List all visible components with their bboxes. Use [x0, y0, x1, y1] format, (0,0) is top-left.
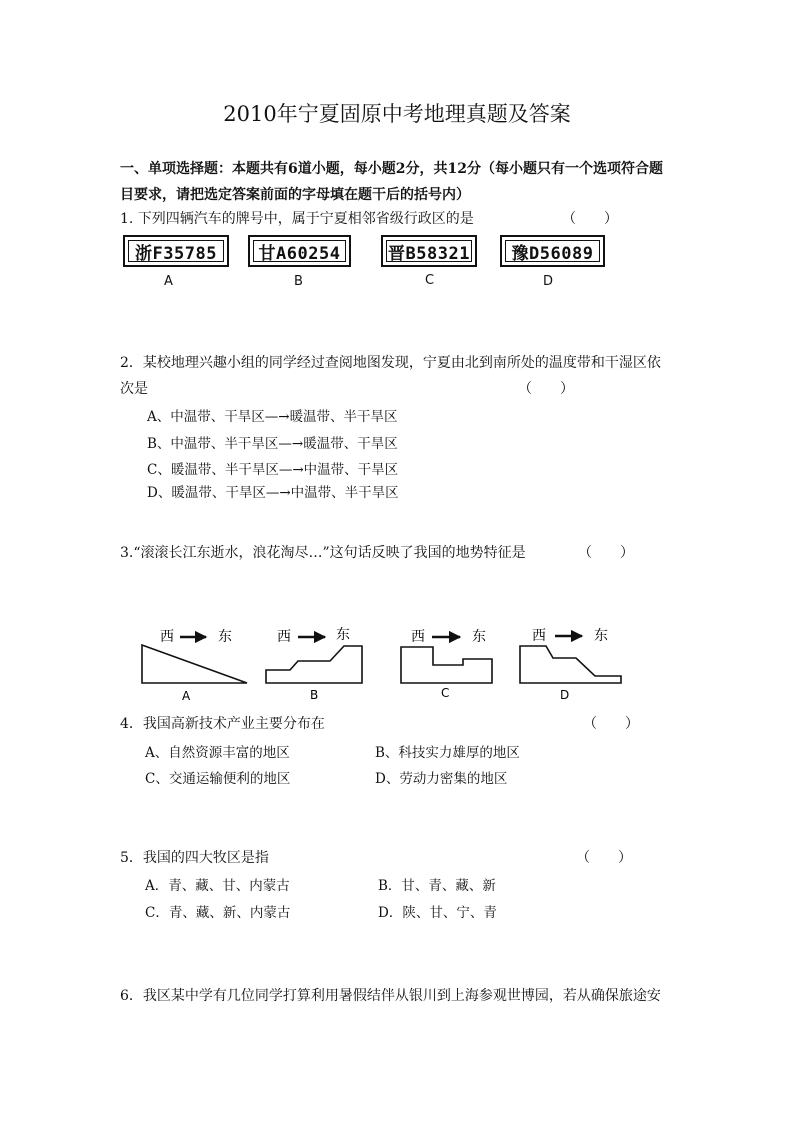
arrow-icon: —→	[278, 462, 304, 478]
q3-answer-paren: （ ）	[578, 545, 634, 561]
q1-label-b: B	[294, 274, 303, 289]
q1-plate-c-text: 晋B58321	[386, 240, 472, 262]
q2-option-b	[147, 432, 398, 452]
page-title: 2010年宁夏固原中考地理真题及答案	[223, 102, 571, 126]
section-heading-line2: 目要求，请把选定答案前面的字母填在题干后的括号内）	[120, 187, 470, 203]
q1-plate-c	[381, 235, 477, 267]
q1-plate-a-text: 浙F35785	[128, 240, 224, 262]
q2-option-a	[147, 405, 398, 425]
arrow-icon: —→	[264, 409, 290, 425]
q2-answer-paren: （ ）	[518, 381, 574, 397]
diagram-label-c: C	[441, 686, 450, 700]
q4-option-c: C、交通运输便利的地区	[145, 771, 291, 787]
q5-option-a: A．青、藏、甘、内蒙古	[145, 878, 290, 894]
west-label-a: 西	[160, 629, 174, 645]
q2-option-c	[147, 458, 398, 478]
q2-stem-line1: 2．某校地理兴趣小组的同学经过查阅地图发现，宁夏由北到南所处的温度带和干湿区依	[120, 355, 661, 371]
q1-label-c: C	[425, 273, 435, 288]
q1-plate-a	[123, 235, 229, 267]
terrain-diagram-a	[142, 629, 247, 703]
east-label-a: 东	[218, 629, 232, 645]
diagram-label-a: A	[182, 689, 191, 703]
q4-stem: 4．我国高新技术产业主要分布在	[120, 716, 325, 732]
east-label-c: 东	[472, 629, 486, 645]
terrain-diagram-d	[520, 628, 621, 702]
terrain-diagram-b	[266, 627, 362, 702]
west-label-c: 西	[411, 629, 425, 645]
diagram-label-d: D	[560, 688, 570, 702]
q2-option-a-prefix: A、中温带、干旱区	[147, 409, 265, 425]
q1-label-d: D	[543, 274, 554, 289]
q5-option-c: C．青、藏、新、内蒙古	[145, 905, 291, 921]
east-label-b: 东	[336, 627, 350, 643]
terrain-profile-diagrams	[0, 620, 794, 710]
q1-answer-paren: （ ）	[562, 211, 618, 227]
q5-option-d: D．陕、甘、宁、青	[378, 905, 497, 921]
q2-option-a-suffix: 暖温带、半干旱区	[289, 409, 398, 425]
q5-answer-paren: （ ）	[576, 850, 632, 866]
q4-option-a: A、自然资源丰富的地区	[145, 745, 290, 761]
west-label-b: 西	[277, 629, 291, 645]
section-heading-line1: 一、单项选择题：本题共有6道小题，每小题2分，共12分（每小题只有一个选项符合题	[120, 161, 663, 177]
profile-shape-a	[142, 645, 247, 683]
q2-option-b-suffix: 暖温带、干旱区	[303, 436, 398, 452]
q1-plate-d-text: 豫D56089	[505, 240, 600, 262]
q1-plate-b-text: 甘A60254	[253, 240, 346, 262]
q2-option-d-prefix: D、暖温带、干旱区	[147, 485, 266, 501]
q2-option-b-prefix: B、中温带、半干旱区	[147, 436, 279, 452]
arrow-icon: —→	[278, 436, 304, 452]
arrow-icon: —→	[265, 485, 291, 501]
q1-plate-b	[248, 235, 351, 267]
q4-answer-paren: （ ）	[583, 716, 639, 732]
q2-option-d	[147, 481, 399, 501]
east-label-d: 东	[594, 628, 608, 644]
diagram-label-b: B	[310, 688, 319, 702]
west-label-d: 西	[532, 628, 546, 644]
q6-stem: 6．我区某中学有几位同学打算利用暑假结伴从银川到上海参观世博园，若从确保旅途安	[120, 988, 661, 1004]
profile-shape-b	[266, 646, 362, 683]
q4-option-b: B、科技实力雄厚的地区	[375, 745, 520, 761]
q2-option-d-suffix: 中温带、半干旱区	[290, 485, 399, 501]
q5-option-b: B．甘、青、藏、新	[378, 878, 496, 894]
q1-label-a: A	[164, 274, 173, 289]
q1-plate-d	[500, 235, 605, 267]
q2-option-c-suffix: 中温带、干旱区	[303, 462, 399, 478]
q3-stem: 3.“滚滚长江东逝水，浪花淘尽…”这句话反映了我国的地势特征是	[120, 545, 526, 561]
q2-option-c-prefix: C、暖温带、半干旱区	[147, 462, 279, 478]
q5-stem: 5．我国的四大牧区是指	[120, 850, 269, 866]
terrain-diagram-c	[401, 629, 492, 700]
q2-stem-line2: 次是	[120, 381, 148, 397]
profile-shape-c	[401, 647, 492, 683]
q4-option-d: D、劳动力密集的地区	[375, 771, 508, 787]
profile-shape-d	[520, 646, 621, 683]
q1-stem: 1. 下列四辆汽车的牌号中，属于宁夏相邻省级行政区的是	[120, 211, 474, 227]
